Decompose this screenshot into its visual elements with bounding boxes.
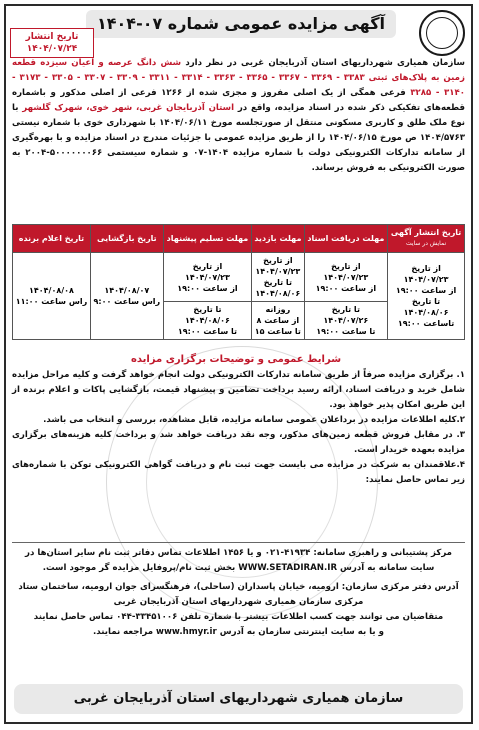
contact-line: آدرس دفتر مرکزی سازمان: ارومیه، خیابان پاسداران (ساحلی)، فرهنگسرای جوان ارومیه، ساختمان ستاد bbox=[18, 582, 459, 592]
contact-line: متقاضیان می توانند جهت کسب اطلاعات بیشتر با شماره تلفن ۳۳۴۵۱۰۰۶-۰۴۴ تماس حاصل نمایند bbox=[33, 612, 444, 622]
col-docs-deadline: مهلت دریافت اسناد bbox=[304, 225, 388, 253]
publication-date-value: ۱۴۰۴/۰۷/۲۴ bbox=[26, 44, 78, 54]
publication-date-label: تاریخ انتشار bbox=[25, 32, 79, 42]
cell-winner: ۱۴۰۴/۰۸/۰۸ راس ساعت ۱۱:۰۰ bbox=[13, 253, 91, 340]
intro-paragraph bbox=[12, 56, 465, 176]
conditions-list bbox=[12, 368, 465, 488]
location: استان آذربایجان غربی، شهر خوی، شهرک گلشهر bbox=[22, 103, 235, 113]
ad-title: آگهی مزایده عمومی شماره ۰۷-۱۴۰۴ bbox=[86, 10, 396, 38]
cell-offer-from: از تاریخ ۱۴۰۴/۰۷/۲۳ از ساعت ۱۹:۰۰ bbox=[163, 253, 251, 302]
schedule-row bbox=[13, 253, 465, 302]
col-opening-date: تاریخ بازگشایی bbox=[90, 225, 163, 253]
col-winner-date: تاریخ اعلام برنده bbox=[13, 225, 91, 253]
condition-item: ۱. برگزاری مزایده صرفاً از طریق سامانه تدارکات الکترونیکی دولت انجام خواهد گرفت و کلیه مراحل مزایده شامل خرید و دریافت اسناد، ارائه رسید برداخت تضامین و پیشنهاد قیمت، بازگشایی پاکات و اعلام برنده از این طریق امکان پذیر خواهد بود. bbox=[12, 370, 465, 410]
col-publish-date: تاریخ انتشار آگهی نمایش در سایت bbox=[388, 225, 465, 253]
cell-opening: ۱۴۰۴/۰۸/۰۷ راس ساعت ۹:۰۰ bbox=[90, 253, 163, 340]
divider bbox=[12, 542, 465, 543]
contact-info bbox=[12, 546, 465, 640]
advertisement-frame bbox=[4, 4, 473, 724]
condition-item: ۴.علاقمندان به شرکت در مزایده می بایست جهت ثبت نام و دریافت گواهی الکترونیکی توکن با شماره‌های زیر تماس حاصل نمایند: bbox=[12, 460, 465, 485]
organization-logo bbox=[419, 10, 465, 56]
col-offer-deadline: مهلت تسلیم پیشنهاد bbox=[163, 225, 251, 253]
schedule-table bbox=[12, 224, 465, 340]
cell-docs-to: تا تاریخ ۱۴۰۴/۰۷/۲۶ تا ساعت ۱۹:۰۰ bbox=[304, 302, 388, 340]
intro-text-1: سازمان همیاری شهرداریهای استان آذربایجان غربی در نظر دارد bbox=[181, 58, 465, 68]
cell-visit-to: روزانه از ساعت ۸ تا ساعت ۱۵ bbox=[252, 302, 304, 340]
condition-item: ۳. در مقابل فروش قطعه زمین‌های مذکور، وجه نقد دریافت خواهد شد و برداخت کلیه هزینه‌های برگزاری مزایده بعهده خریدار است. bbox=[12, 430, 465, 455]
cell-docs-from: از تاریخ ۱۴۰۴/۰۷/۲۳ از ساعت ۱۹:۰۰ bbox=[304, 253, 388, 302]
condition-item: ۲.کلیه اطلاعات مزایده در برداعلان عمومی سامانه مزایده، قابل مشاهده، بررسی و انتخاب می باشد. bbox=[43, 415, 465, 425]
cell-offer-to: تا تاریخ ۱۴۰۴/۰۸/۰۶ تا ساعت ۱۹:۰۰ bbox=[163, 302, 251, 340]
intro-text-3: با نوع ملک طلق و کاربری مسکونی منتقل از صورتجلسه مورخ ۱۴۰۴/۰۶/۱۱ با شهرداری خوی با شماره نیستی ۱۴۰۴/۵۷۶۳ ص مورخ ۱۴۰۴/۰۶/۱۵ را از طریق مزایده عمومی با جزئیات مندرج در اسناد مزایده و با بهره‌گیری از سامانه تدارکات الکترونیکی دولت با شماره مزایده ۱۴۰۴-۰۷ و شماره سیستمی ۵۰۰۰۰۰۰۰۶۶-۲۰۰۴ به صورت الکترونیکی به فروش برساند. bbox=[12, 103, 466, 173]
contact-line: سایت سامانه به آدرس WWW.SETADIRAN.IR بخش ثبت نام/پروفایل مزایده گر موجود است. bbox=[42, 563, 435, 573]
contact-line: و یا به سایت اینترنتی سازمان به آدرس www.hmyr.ir مراجعه نمایند. bbox=[93, 627, 384, 637]
schedule-header-row bbox=[13, 225, 465, 253]
cell-visit-from: از تاریخ ۱۴۰۴/۰۷/۲۳ تا تاریخ ۱۴۰۴/۰۸/۰۶ bbox=[252, 253, 304, 302]
contact-line: مرکزی سازمان همیاری شهرداریهای استان آذربایجان غربی bbox=[113, 597, 364, 607]
contact-line: مرکز پشتیبانی و راهبری سامانه: ۴۱۹۳۴-۰۲۱ و یا ۱۴۵۶ اطلاعات تماس دفاتر ثبت نام سایر استان‌ها در bbox=[25, 548, 452, 558]
intro-text-2: فرعی همگی از یک اصلی مفروز و مجزی شده از ۱۲۶۶ فرعی از اصلی مذکور و باشماره قطعه‌های تفکیکی ذکر شده در اسناد مزایده، واقع در bbox=[12, 88, 465, 113]
conditions-title: شرایط عمومی و توضیحات برگزاری مزایده bbox=[130, 354, 342, 365]
col-visit-deadline: مهلت بازدید bbox=[252, 225, 304, 253]
footer-banner: سازمان همیاری شهرداریهای استان آذربایجان غربی bbox=[14, 684, 463, 714]
publication-date-box bbox=[10, 28, 94, 58]
header bbox=[6, 6, 471, 60]
cell-publish: از تاریخ ۱۴۰۴/۰۷/۲۳ از ساعت ۱۹:۰۰ تا تاریخ ۱۴۰۴/۰۸/۰۶ تاساعت ۱۹:۰۰ bbox=[388, 253, 465, 340]
plot-numbers: شش دانگ عرصه و اعیان سیزده قطعه زمین به پلاک‌های ثبتی ۳۳۸۳ - ۳۳۶۹ - ۳۳۶۷ - ۳۳۶۵ - ۳۳۶۳ - ۳۳۱۴ - ۳۳۱۱ - ۳۳۰۹ - ۳۳۰۷ - ۳۳۰۵ - ۳۱۷۳ - ۳۱۴۰ - ۳۲۸۵ bbox=[12, 58, 465, 98]
